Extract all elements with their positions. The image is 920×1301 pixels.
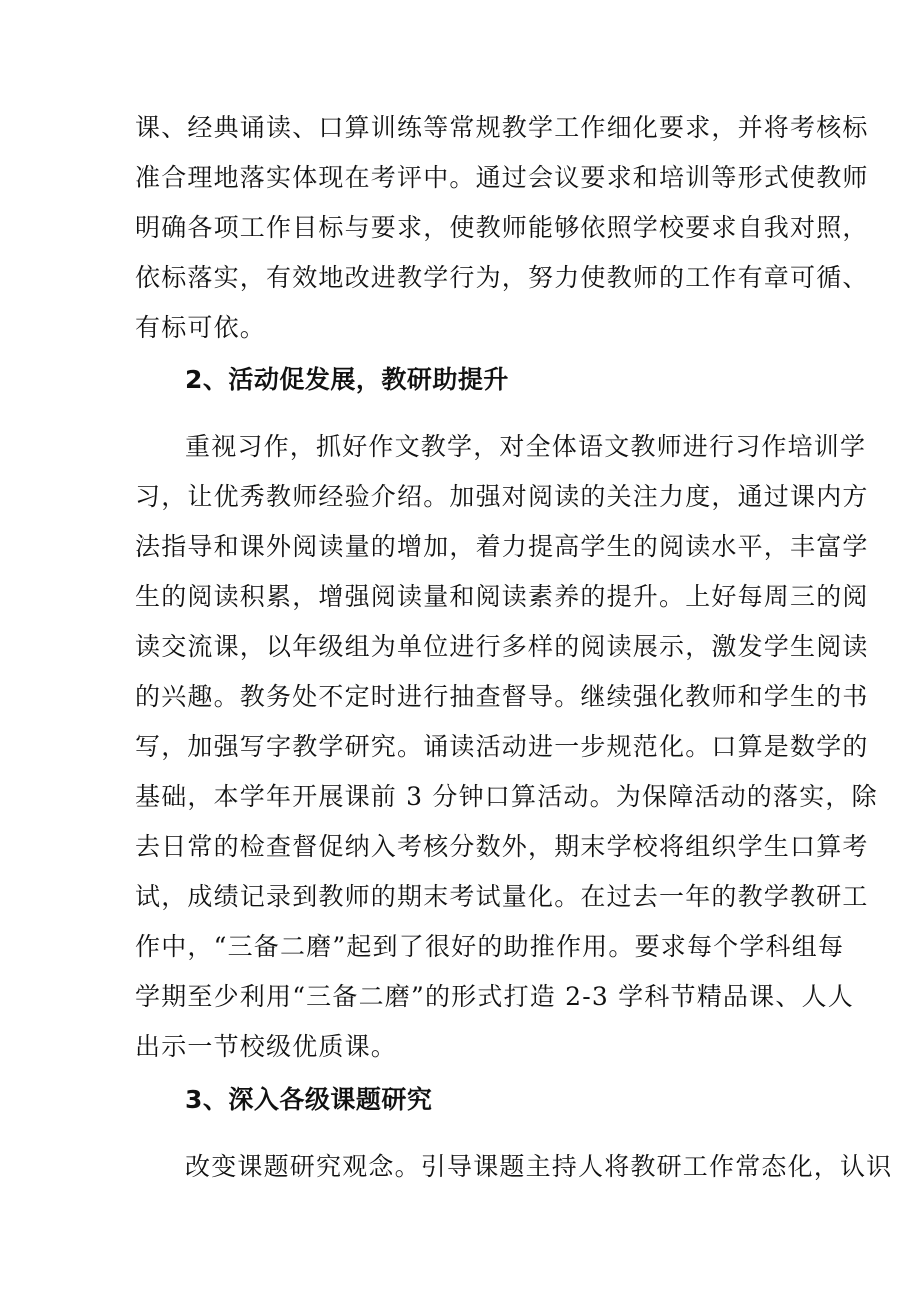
- section-heading-2: 2、活动促发展，教研助提升: [185, 365, 509, 394]
- paragraph-2-line-3: 法指导和课外阅读量的增加，着力提高学生的阅读水平，丰富学: [135, 532, 869, 561]
- section-heading-3: 3、深入各级课题研究: [185, 1085, 433, 1114]
- paragraph-1-line-5: 有标可依。: [135, 313, 267, 342]
- paragraph-2-line-11: 作中，“三备二磨”起到了很好的助推作用。要求每个学科组每: [135, 932, 845, 961]
- paragraph-2-line-2: 习，让优秀教师经验介绍。加强对阅读的关注力度，通过课内方: [135, 482, 869, 511]
- paragraph-2-line-1: 重视习作，抓好作文教学，对全体语文教师进行习作培训学: [185, 432, 867, 461]
- paragraph-2-line-10: 试，成绩记录到教师的期末考试量化。在过去一年的教学教研工: [135, 882, 869, 911]
- paragraph-1-line-4: 依标落实，有效地改进教学行为，努力使教师的工作有章可循、: [135, 263, 869, 292]
- paragraph-2-line-9: 去日常的检查督促纳入考核分数外，期末学校将组织学生口算考: [135, 832, 869, 861]
- paragraph-1-line-3: 明确各项工作目标与要求，使教师能够依照学校要求自我对照，: [135, 213, 869, 242]
- paragraph-2-line-8: 基础，本学年开展课前 3 分钟口算活动。为保障活动的落实，除: [135, 782, 878, 811]
- paragraph-2-line-6: 的兴趣。教务处不定时进行抽查督导。继续强化教师和学生的书: [135, 682, 869, 711]
- paragraph-2-line-12: 学期至少利用“三备二磨”的形式打造 2-3 学科节精品课、人人: [135, 982, 854, 1011]
- paragraph-2-line-4: 生的阅读积累，增强阅读量和阅读素养的提升。上好每周三的阅: [135, 582, 869, 611]
- paragraph-1-line-1: 课、经典诵读、口算训练等常规教学工作细化要求，并将考核标: [135, 113, 869, 142]
- paragraph-1-line-2: 准合理地落实体现在考评中。通过会议要求和培训等形式使教师: [135, 163, 869, 192]
- paragraph-2-line-13: 出示一节校级优质课。: [135, 1032, 398, 1061]
- paragraph-3-line-1: 改变课题研究观念。引导课题主持人将教研工作常态化，认识: [185, 1152, 893, 1181]
- paragraph-2-line-5: 读交流课，以年级组为单位进行多样的阅读展示，激发学生阅读: [135, 632, 869, 661]
- paragraph-2-line-7: 写，加强写字教学研究。诵读活动进一步规范化。口算是数学的: [135, 732, 869, 761]
